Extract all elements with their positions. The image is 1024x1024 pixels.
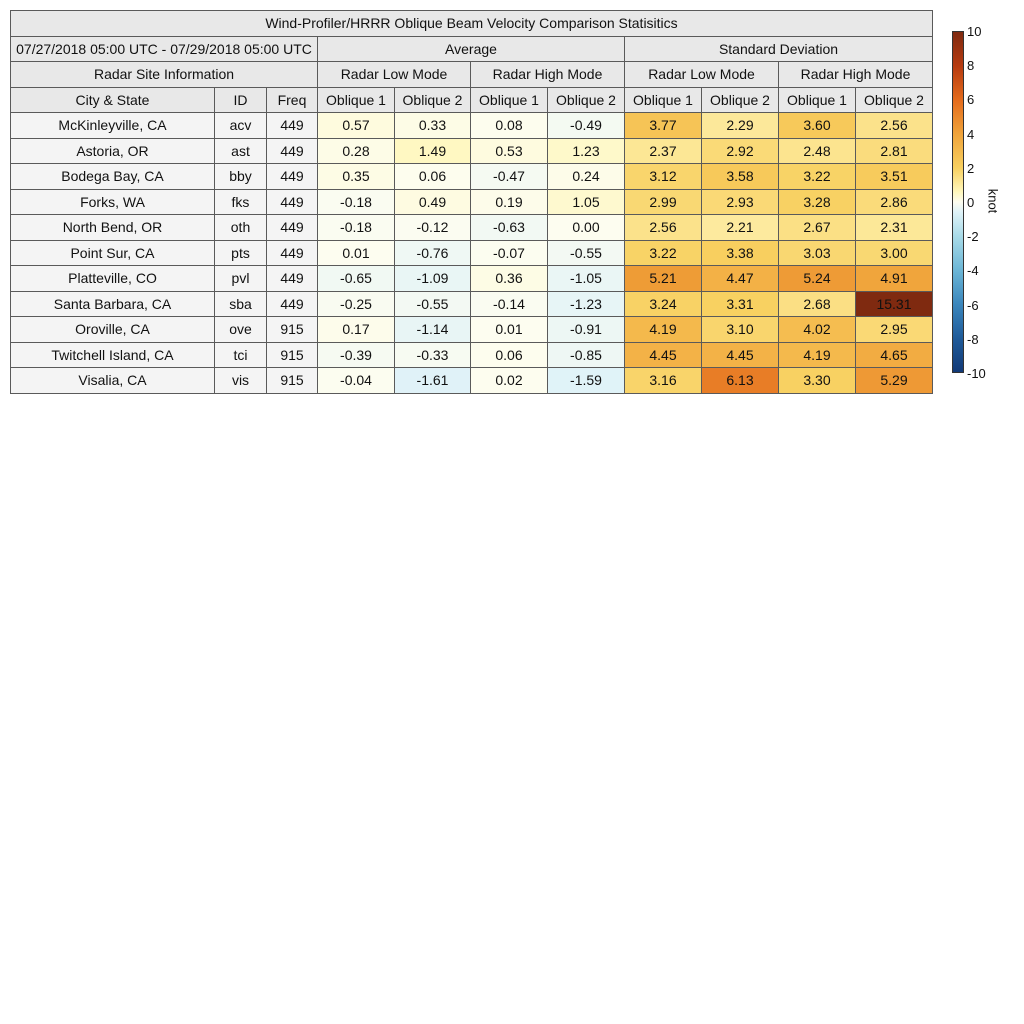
value-cell: 5.21 bbox=[625, 266, 702, 292]
site-city-cell: Santa Barbara, CA bbox=[11, 291, 215, 317]
value-cell: 3.24 bbox=[625, 291, 702, 317]
value-cell: 0.02 bbox=[471, 368, 548, 394]
table-row bbox=[11, 189, 933, 215]
value-cell: -1.23 bbox=[548, 291, 625, 317]
value-cell: 2.31 bbox=[856, 215, 933, 241]
mode-header-std-low: Radar Low Mode bbox=[625, 62, 779, 88]
value-cell: 5.29 bbox=[856, 368, 933, 394]
value-cell: 2.21 bbox=[702, 215, 779, 241]
site-city-cell: North Bend, OR bbox=[11, 215, 215, 241]
value-cell: 6.13 bbox=[702, 368, 779, 394]
value-cell: 3.00 bbox=[856, 240, 933, 266]
value-cell: 3.38 bbox=[702, 240, 779, 266]
value-cell: 0.33 bbox=[395, 113, 471, 139]
colorbar-tick-label: -4 bbox=[967, 263, 979, 279]
value-cell: 0.01 bbox=[471, 317, 548, 343]
site-freq-cell: 449 bbox=[267, 138, 318, 164]
site-id-cell: bby bbox=[215, 164, 267, 190]
site-id-cell: pvl bbox=[215, 266, 267, 292]
value-cell: 2.37 bbox=[625, 138, 702, 164]
value-cell: 4.45 bbox=[702, 342, 779, 368]
value-cell: -0.55 bbox=[548, 240, 625, 266]
value-cell: 2.86 bbox=[856, 189, 933, 215]
site-city-cell: Bodega Bay, CA bbox=[11, 164, 215, 190]
value-cell: 4.45 bbox=[625, 342, 702, 368]
column-header-std-high-oblique-1: Oblique 1 bbox=[779, 87, 856, 113]
value-cell: -0.91 bbox=[548, 317, 625, 343]
value-cell: -0.76 bbox=[395, 240, 471, 266]
site-freq-cell: 915 bbox=[267, 368, 318, 394]
value-cell: 2.56 bbox=[625, 215, 702, 241]
value-cell: 3.58 bbox=[702, 164, 779, 190]
site-id-cell: pts bbox=[215, 240, 267, 266]
table-row bbox=[11, 215, 933, 241]
colorbar-unit-label: knot bbox=[985, 188, 1001, 214]
value-cell: 3.12 bbox=[625, 164, 702, 190]
value-cell: -0.47 bbox=[471, 164, 548, 190]
value-cell: 3.03 bbox=[779, 240, 856, 266]
site-city-cell: Oroville, CA bbox=[11, 317, 215, 343]
value-cell: -1.05 bbox=[548, 266, 625, 292]
site-freq-cell: 449 bbox=[267, 266, 318, 292]
value-cell: 3.10 bbox=[702, 317, 779, 343]
value-cell: -1.14 bbox=[395, 317, 471, 343]
value-cell: 1.23 bbox=[548, 138, 625, 164]
table-row bbox=[11, 291, 933, 317]
value-cell: 4.19 bbox=[779, 342, 856, 368]
value-cell: 4.02 bbox=[779, 317, 856, 343]
column-header-std-high-oblique-2: Oblique 2 bbox=[856, 87, 933, 113]
site-city-cell: Point Sur, CA bbox=[11, 240, 215, 266]
value-cell: 0.08 bbox=[471, 113, 548, 139]
colorbar-tick-label: 10 bbox=[967, 24, 982, 39]
value-cell: 0.00 bbox=[548, 215, 625, 241]
table-body bbox=[11, 113, 933, 394]
value-cell: -0.33 bbox=[395, 342, 471, 368]
site-city-cell: Platteville, CO bbox=[11, 266, 215, 292]
value-cell: -0.85 bbox=[548, 342, 625, 368]
table-row bbox=[11, 240, 933, 266]
value-cell: 2.29 bbox=[702, 113, 779, 139]
value-cell: -0.18 bbox=[318, 215, 395, 241]
value-cell: 3.22 bbox=[625, 240, 702, 266]
site-city-cell: Twitchell Island, CA bbox=[11, 342, 215, 368]
value-cell: 3.30 bbox=[779, 368, 856, 394]
value-cell: 1.05 bbox=[548, 189, 625, 215]
value-cell: 2.81 bbox=[856, 138, 933, 164]
site-id-cell: ast bbox=[215, 138, 267, 164]
value-cell: 2.95 bbox=[856, 317, 933, 343]
colorbar bbox=[952, 31, 964, 373]
colorbar-tick-label: 4 bbox=[967, 126, 975, 142]
value-cell: 4.47 bbox=[702, 266, 779, 292]
column-header-avg-low-oblique-2: Oblique 2 bbox=[395, 87, 471, 113]
site-id-cell: ove bbox=[215, 317, 267, 343]
value-cell: 4.91 bbox=[856, 266, 933, 292]
site-id-cell: acv bbox=[215, 113, 267, 139]
value-cell: 3.28 bbox=[779, 189, 856, 215]
site-city-cell: Forks, WA bbox=[11, 189, 215, 215]
site-id-cell: oth bbox=[215, 215, 267, 241]
value-cell: 3.51 bbox=[856, 164, 933, 190]
value-cell: 0.36 bbox=[471, 266, 548, 292]
value-cell: -0.07 bbox=[471, 240, 548, 266]
column-header-city: City & State bbox=[11, 87, 215, 113]
value-cell: -0.14 bbox=[471, 291, 548, 317]
value-cell: 0.17 bbox=[318, 317, 395, 343]
value-cell: -0.12 bbox=[395, 215, 471, 241]
site-freq-cell: 449 bbox=[267, 113, 318, 139]
stats-table bbox=[10, 10, 933, 394]
site-id-cell: vis bbox=[215, 368, 267, 394]
table-title: Wind-Profiler/HRRR Oblique Beam Velocity Comparison Statisitics bbox=[11, 11, 933, 37]
group-header-average: Average bbox=[318, 36, 625, 62]
table-row bbox=[11, 317, 933, 343]
table-row bbox=[11, 138, 933, 164]
colorbar-tick-label: 0 bbox=[967, 195, 975, 210]
site-freq-cell: 449 bbox=[267, 215, 318, 241]
mode-header-std-high: Radar High Mode bbox=[779, 62, 933, 88]
table-row bbox=[11, 113, 933, 139]
value-cell: 3.22 bbox=[779, 164, 856, 190]
colorbar-tick-label: 8 bbox=[967, 58, 975, 74]
value-cell: 0.01 bbox=[318, 240, 395, 266]
site-freq-cell: 449 bbox=[267, 189, 318, 215]
value-cell: 0.24 bbox=[548, 164, 625, 190]
value-cell: -1.59 bbox=[548, 368, 625, 394]
value-cell: -1.09 bbox=[395, 266, 471, 292]
value-cell: 0.57 bbox=[318, 113, 395, 139]
value-cell: -0.39 bbox=[318, 342, 395, 368]
value-cell: 0.06 bbox=[395, 164, 471, 190]
value-cell: 1.49 bbox=[395, 138, 471, 164]
value-cell: -0.55 bbox=[395, 291, 471, 317]
colorbar-tick-label: -8 bbox=[967, 331, 979, 347]
site-id-cell: fks bbox=[215, 189, 267, 215]
value-cell: 2.48 bbox=[779, 138, 856, 164]
value-cell: -0.49 bbox=[548, 113, 625, 139]
value-cell: 4.65 bbox=[856, 342, 933, 368]
value-cell: -0.04 bbox=[318, 368, 395, 394]
value-cell: -1.61 bbox=[395, 368, 471, 394]
site-freq-cell: 449 bbox=[267, 164, 318, 190]
value-cell: 3.31 bbox=[702, 291, 779, 317]
value-cell: 3.60 bbox=[779, 113, 856, 139]
site-id-cell: sba bbox=[215, 291, 267, 317]
site-city-cell: Visalia, CA bbox=[11, 368, 215, 394]
group-header-std-dev: Standard Deviation bbox=[625, 36, 933, 62]
value-cell: 3.77 bbox=[625, 113, 702, 139]
value-cell: 0.49 bbox=[395, 189, 471, 215]
value-cell: 0.35 bbox=[318, 164, 395, 190]
value-cell: 15.31 bbox=[856, 291, 933, 317]
mode-header-avg-low: Radar Low Mode bbox=[318, 62, 471, 88]
site-freq-cell: 449 bbox=[267, 240, 318, 266]
site-city-cell: McKinleyville, CA bbox=[11, 113, 215, 139]
column-header-avg-low-oblique-1: Oblique 1 bbox=[318, 87, 395, 113]
value-cell: -0.65 bbox=[318, 266, 395, 292]
value-cell: 4.19 bbox=[625, 317, 702, 343]
column-header-avg-high-oblique-1: Oblique 1 bbox=[471, 87, 548, 113]
site-city-cell: Astoria, OR bbox=[11, 138, 215, 164]
value-cell: -0.63 bbox=[471, 215, 548, 241]
value-cell: 0.06 bbox=[471, 342, 548, 368]
colorbar-tick-label: -6 bbox=[967, 297, 979, 313]
column-header-avg-high-oblique-2: Oblique 2 bbox=[548, 87, 625, 113]
value-cell: 2.93 bbox=[702, 189, 779, 215]
column-header-std-low-oblique-2: Oblique 2 bbox=[702, 87, 779, 113]
value-cell: 2.99 bbox=[625, 189, 702, 215]
value-cell: 0.19 bbox=[471, 189, 548, 215]
value-cell: -0.18 bbox=[318, 189, 395, 215]
value-cell: 5.24 bbox=[779, 266, 856, 292]
site-freq-cell: 915 bbox=[267, 342, 318, 368]
period-label: 07/27/2018 05:00 UTC - 07/29/2018 05:00 UTC bbox=[11, 36, 318, 62]
value-cell: 3.16 bbox=[625, 368, 702, 394]
colorbar-tick-label: -2 bbox=[967, 229, 979, 245]
value-cell: 2.56 bbox=[856, 113, 933, 139]
colorbar-tick-label: 6 bbox=[967, 92, 975, 108]
column-header-id: ID bbox=[215, 87, 267, 113]
table-row bbox=[11, 342, 933, 368]
column-header-freq: Freq bbox=[267, 87, 318, 113]
value-cell: 0.53 bbox=[471, 138, 548, 164]
site-info-header: Radar Site Information bbox=[11, 62, 318, 88]
site-freq-cell: 915 bbox=[267, 317, 318, 343]
table-row bbox=[11, 368, 933, 394]
value-cell: 0.28 bbox=[318, 138, 395, 164]
site-freq-cell: 449 bbox=[267, 291, 318, 317]
colorbar-tick-label: 2 bbox=[967, 160, 975, 176]
site-id-cell: tci bbox=[215, 342, 267, 368]
table-row bbox=[11, 164, 933, 190]
value-cell: 2.92 bbox=[702, 138, 779, 164]
table-row bbox=[11, 266, 933, 292]
value-cell: -0.25 bbox=[318, 291, 395, 317]
colorbar-tick-label: -10 bbox=[967, 366, 986, 381]
value-cell: 2.68 bbox=[779, 291, 856, 317]
column-header-std-low-oblique-1: Oblique 1 bbox=[625, 87, 702, 113]
value-cell: 2.67 bbox=[779, 215, 856, 241]
mode-header-avg-high: Radar High Mode bbox=[471, 62, 625, 88]
